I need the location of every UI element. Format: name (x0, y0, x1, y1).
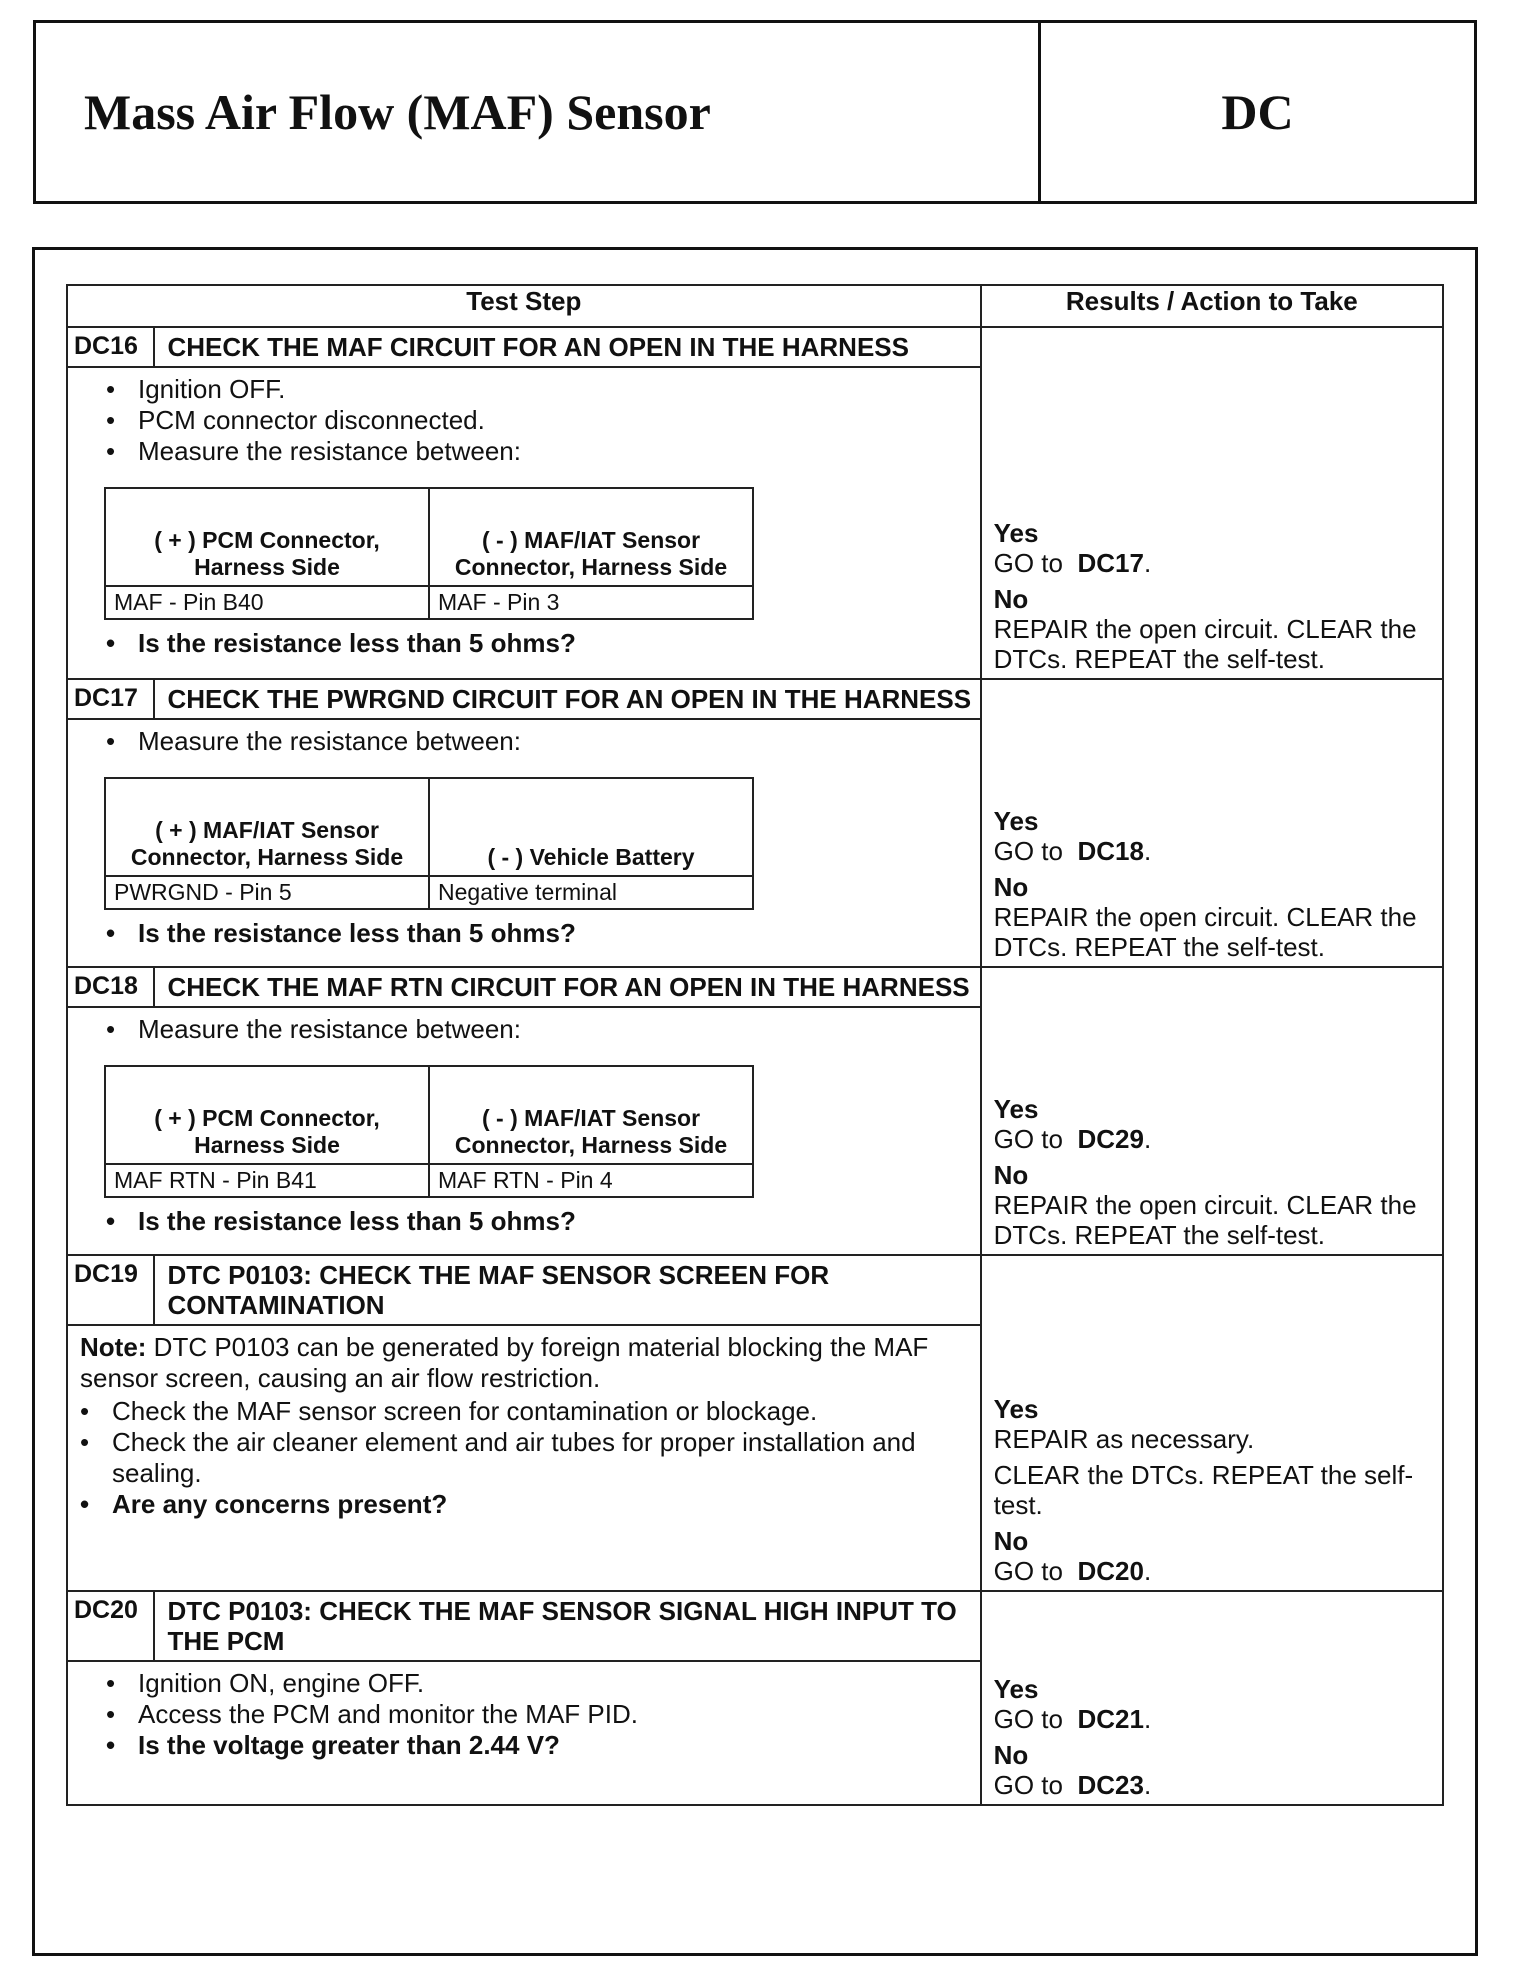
yes-action: GO to DC17. (993, 548, 1152, 578)
test-step-table (66, 284, 1444, 1806)
content-frame (32, 247, 1478, 1956)
step-question: • Are any concerns present? (80, 1489, 970, 1520)
step-body (67, 1007, 981, 1255)
no-target: DC23 (1077, 1770, 1144, 1800)
yes-prefix: GO to (993, 1124, 1063, 1154)
no-label: No (993, 1160, 1029, 1190)
yes-action: GO to DC29. (993, 1124, 1152, 1154)
pin-table-header: ( - ) MAF/IAT Sensor Connector, Harness Side (429, 1066, 753, 1164)
pin-table-header: ( + ) PCM Connector, Harness Side (105, 488, 429, 586)
no-action: REPAIR the open circuit. CLEAR the DTCs. REPEAT the self-test. (993, 1190, 1417, 1250)
yes-action: REPAIR as necessary. (993, 1424, 1255, 1454)
step-body (67, 367, 981, 679)
step-code: DC17 (67, 679, 154, 719)
yes-label: Yes (993, 1394, 1039, 1424)
step-title-row (67, 1591, 1443, 1661)
no-action: GO to DC20. (993, 1556, 1152, 1586)
pin-table-header: ( - ) MAF/IAT Sensor Connector, Harness Side (429, 488, 753, 586)
step-body (67, 719, 981, 967)
pin-table-cell: MAF - Pin B40 (105, 586, 429, 619)
step-title: CHECK THE MAF CIRCUIT FOR AN OPEN IN THE HARNESS (154, 327, 980, 367)
pin-table-header: ( + ) PCM Connector, Harness Side (105, 1066, 429, 1164)
list-item: • Measure the resistance between: (106, 436, 970, 467)
test-step-header: Test Step (67, 285, 981, 327)
step-body (67, 1325, 981, 1591)
list-item: • PCM connector disconnected. (106, 405, 970, 436)
pin-table-cell: MAF RTN - Pin B41 (105, 1164, 429, 1197)
yes-prefix: GO to (993, 836, 1063, 866)
step-code: DC19 (67, 1255, 154, 1325)
note-text: DTC P0103 can be generated by foreign material blocking the MAF sensor screen, causing an air flow restriction. (80, 1332, 929, 1393)
yes-target: DC29 (1077, 1124, 1144, 1154)
yes-prefix: GO to (993, 548, 1063, 578)
list-item: • Check the MAF sensor screen for contamination or blockage. (80, 1396, 970, 1427)
yes-action: CLEAR the DTCs. REPEAT the self-test. (993, 1460, 1414, 1520)
no-action: REPAIR the open circuit. CLEAR the DTCs. REPEAT the self-test. (993, 902, 1417, 962)
step-title: DTC P0103: CHECK THE MAF SENSOR SIGNAL HIGH INPUT TO THE PCM (154, 1591, 980, 1661)
step-title-row (67, 967, 1443, 1007)
list-item: • Ignition ON, engine OFF. (106, 1668, 970, 1699)
no-prefix: GO to (993, 1770, 1063, 1800)
yes-target: DC17 (1077, 548, 1144, 578)
no-label: No (993, 872, 1029, 902)
step-body (67, 1661, 981, 1805)
pin-table (104, 487, 754, 620)
step-title-row (67, 1255, 1443, 1325)
section-code: DC (1221, 84, 1294, 140)
page-title: Mass Air Flow (MAF) Sensor (36, 23, 1041, 201)
step-result (981, 327, 1443, 679)
note-label: Note: (80, 1332, 147, 1362)
pin-table-cell: MAF RTN - Pin 4 (429, 1164, 753, 1197)
no-label: No (993, 1526, 1029, 1556)
no-action: GO to DC23. (993, 1770, 1152, 1800)
step-question: • Is the resistance less than 5 ohms? (106, 628, 970, 659)
yes-label: Yes (993, 518, 1039, 548)
pin-table (104, 777, 754, 910)
list-item: • Measure the resistance between: (106, 1014, 970, 1045)
pin-table-cell: Negative terminal (429, 876, 753, 909)
step-code: DC16 (67, 327, 154, 367)
list-item: • Measure the resistance between: (106, 726, 970, 757)
yes-label: Yes (993, 1094, 1039, 1124)
step-result (981, 1591, 1443, 1805)
step-title: DTC P0103: CHECK THE MAF SENSOR SCREEN FOR CONTAMINATION (154, 1255, 980, 1325)
step-code: DC18 (67, 967, 154, 1007)
step-title: CHECK THE MAF RTN CIRCUIT FOR AN OPEN IN THE HARNESS (154, 967, 980, 1007)
step-question: • Is the resistance less than 5 ohms? (106, 1206, 970, 1237)
pin-table-cell: PWRGND - Pin 5 (105, 876, 429, 909)
step-question: • Is the resistance less than 5 ohms? (106, 918, 970, 949)
step-code: DC20 (67, 1591, 154, 1661)
yes-target: DC21 (1077, 1704, 1144, 1734)
no-action: REPAIR the open circuit. CLEAR the DTCs. REPEAT the self-test. (993, 614, 1417, 674)
step-question: • Is the voltage greater than 2.44 V? (106, 1730, 970, 1761)
yes-label: Yes (993, 1674, 1039, 1704)
no-label: No (993, 584, 1029, 614)
results-header: Results / Action to Take (981, 285, 1443, 327)
list-item: • Check the air cleaner element and air tubes for proper installation and sealing. (80, 1427, 970, 1489)
list-item: • Access the PCM and monitor the MAF PID. (106, 1699, 970, 1730)
yes-target: DC18 (1077, 836, 1144, 866)
yes-prefix: GO to (993, 1704, 1063, 1734)
yes-label: Yes (993, 806, 1039, 836)
step-result (981, 679, 1443, 967)
step-title: CHECK THE PWRGND CIRCUIT FOR AN OPEN IN THE HARNESS (154, 679, 980, 719)
step-result (981, 1255, 1443, 1591)
pin-table-header: ( + ) MAF/IAT Sensor Connector, Harness Side (105, 778, 429, 876)
list-item: • Ignition OFF. (106, 374, 970, 405)
page-header (33, 20, 1477, 204)
column-header-row (67, 285, 1443, 327)
step-title-row (67, 327, 1443, 367)
no-label: No (993, 1740, 1029, 1770)
pin-table-cell: MAF - Pin 3 (429, 586, 753, 619)
pin-table (104, 1065, 754, 1198)
yes-action: GO to DC21. (993, 1704, 1152, 1734)
no-prefix: GO to (993, 1556, 1063, 1586)
step-note (80, 1332, 970, 1394)
no-target: DC20 (1077, 1556, 1144, 1586)
yes-action: GO to DC18. (993, 836, 1152, 866)
step-title-row (67, 679, 1443, 719)
pin-table-header: ( - ) Vehicle Battery (429, 778, 753, 876)
step-result (981, 967, 1443, 1255)
